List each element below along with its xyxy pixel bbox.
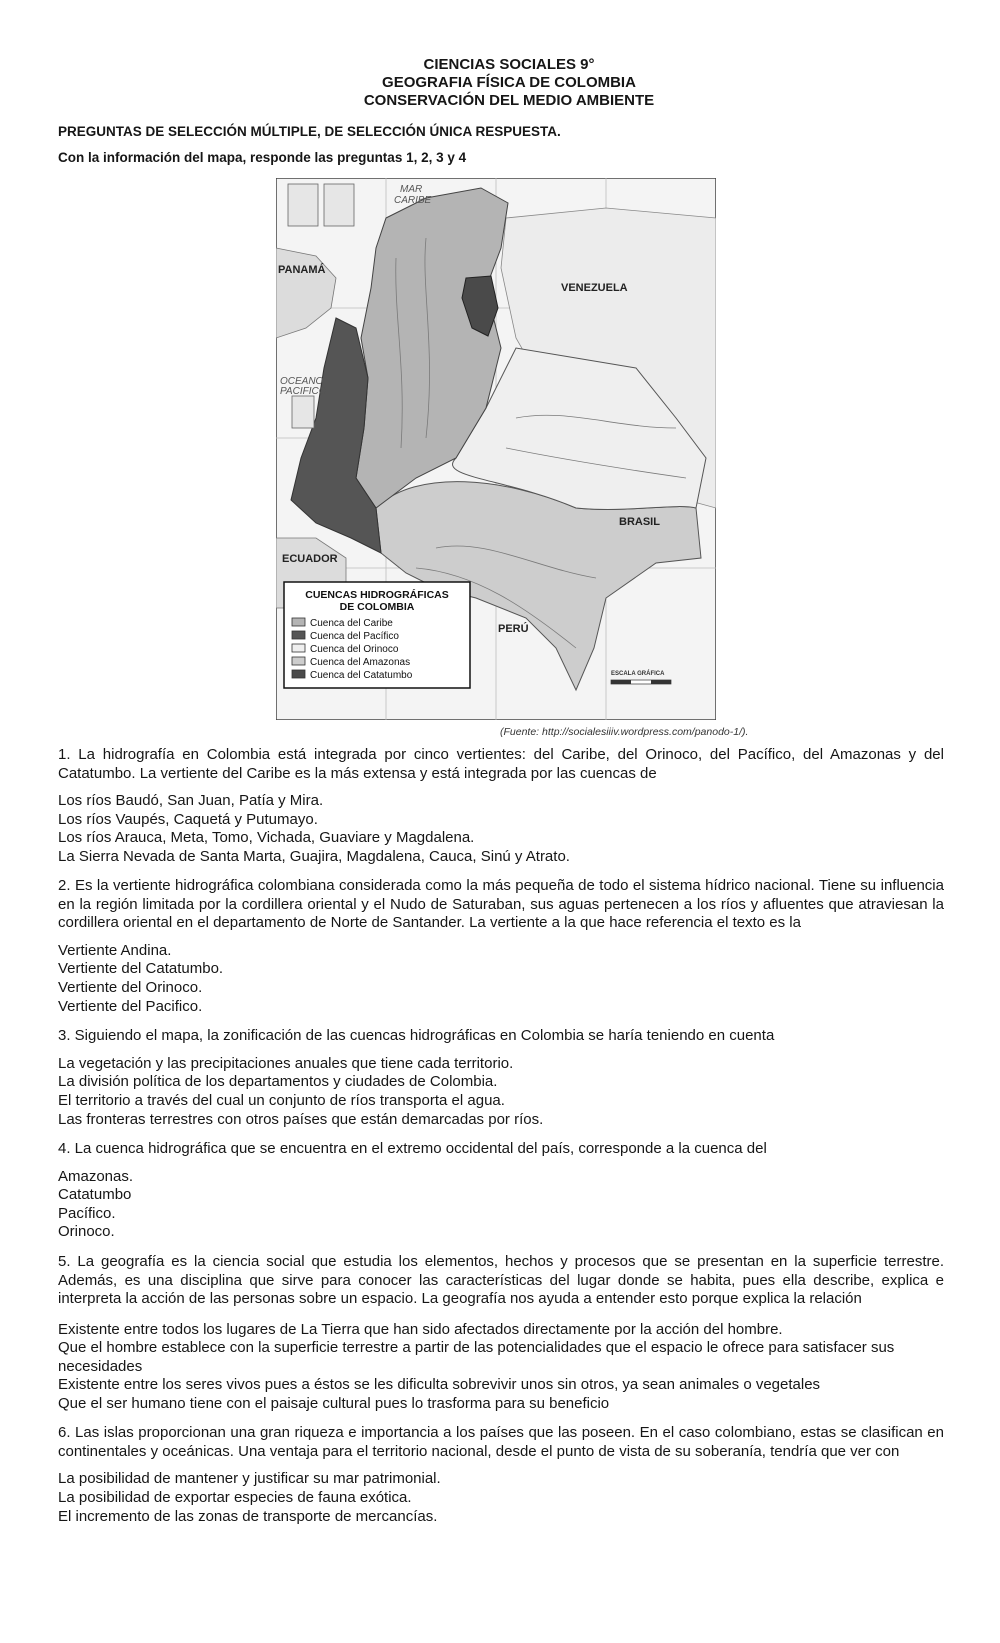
worksheet-header bbox=[0, 56, 1000, 110]
answer-option[interactable]: Vertiente Andina. bbox=[58, 941, 172, 959]
question-stem: 3. Siguiendo el mapa, la zonificación de las cuencas hidrográficas en Colombia se haría teniendo en cuenta bbox=[58, 1027, 775, 1045]
legend-swatch-pacifico bbox=[292, 631, 305, 639]
questions-section bbox=[58, 746, 944, 1537]
answer-option[interactable]: Vertiente del Catatumbo. bbox=[58, 960, 224, 978]
legend-swatch-catatumbo bbox=[292, 670, 305, 678]
colombia-basins-map bbox=[276, 178, 716, 720]
label-caribe: CARIBE bbox=[394, 195, 432, 206]
answer-option[interactable]: Pacífico. bbox=[58, 1204, 116, 1222]
answer-option[interactable]: Que el ser humano tiene con el paisaje cultural pues lo trasforma para su beneficio bbox=[58, 1394, 610, 1412]
answer-option[interactable]: Los ríos Vaupés, Caquetá y Putumayo. bbox=[58, 810, 318, 828]
svg-text:ESCALA GRÁFICA: ESCALA GRÁFICA bbox=[611, 671, 665, 677]
map-instruction: Con la información del mapa, responde las preguntas 1, 2, 3 y 4 bbox=[58, 150, 467, 165]
answer-option[interactable]: Vertiente del Pacifico. bbox=[58, 997, 203, 1015]
question-5 bbox=[58, 1253, 944, 1413]
answer-option[interactable]: La vegetación y las precipitaciones anuales que tiene cada territorio. bbox=[58, 1054, 514, 1072]
legend-item-catatumbo: Cuenca del Catatumbo bbox=[310, 670, 413, 681]
legend-title-line1: CUENCAS HIDROGRÁFICAS bbox=[305, 589, 449, 601]
label-brasil: BRASIL bbox=[619, 516, 660, 528]
label-ecuador: ECUADOR bbox=[282, 553, 338, 565]
label-mar: MAR bbox=[400, 184, 423, 195]
answer-option[interactable]: Existente entre los seres vivos pues a éstos se les dificulta sobrevivir unos sin otros, ya sean animales o vegetales bbox=[58, 1376, 821, 1394]
question-stem: 6. Las islas proporcionan una gran riqueza e importancia a los países que las poseen. En el caso colombiano, estas se clasifican en continentales y oceánicas. Una ventaja para el territorio nacional, desde el punto de vista de su soberanía, tendría que ver con bbox=[58, 1424, 944, 1460]
question-6 bbox=[58, 1424, 944, 1526]
subject-title: CIENCIAS SOCIALES 9° bbox=[423, 56, 595, 73]
island-inset-3 bbox=[292, 396, 314, 428]
question-stem: 5. La geografía es la ciencia social que estudia los elementos, hechos y procesos que se presentan en la superficie terrestre. Además, es una disciplina que sirve para conocer las características del lugar donde se habita, pues ella describe, explica e interpreta la acción de las personas sobre un espacio. La geografía nos ayuda a entender esto porque explica la relación bbox=[58, 1253, 944, 1307]
subtopic-title: CONSERVACIÓN DEL MEDIO AMBIENTE bbox=[363, 92, 655, 109]
answer-option[interactable]: Vertiente del Orinoco. bbox=[58, 979, 203, 997]
legend-item-caribe: Cuenca del Caribe bbox=[310, 618, 393, 629]
answer-option[interactable]: Catatumbo bbox=[58, 1186, 132, 1204]
question-stem: 2. Es la vertiente hidrográfica colombiana considerada como la más pequeña de todo el sistema hídrico nacional. Tiene su influencia en la región limitada por la cordillera oriental y el Nudo de Saturaban, sus aguas pertenecen a los ríos y afluentes que atraviesan la cordillera oriental en el departamento de Norte de Santander. La vertiente a la que hace referencia el texto es la bbox=[58, 877, 944, 932]
question-2 bbox=[58, 877, 944, 1016]
question-stem: 1. La hidrografía en Colombia está integrada por cinco vertientes: del Caribe, del Orinoco, del Pacífico, del Amazonas y del Catatumbo. La vertiente del Caribe es la más extensa y está integrada por las cuencas de bbox=[58, 746, 944, 782]
legend-item-pacifico: Cuenca del Pacífico bbox=[310, 631, 399, 642]
label-peru: PERÚ bbox=[498, 623, 529, 635]
map-source-caption: (Fuente: http://socialesiiiv.wordpress.com/panodo-1/). bbox=[500, 726, 749, 738]
question-3 bbox=[58, 1027, 944, 1129]
answer-option[interactable]: Las fronteras terrestres con otros países que están demarcadas por ríos. bbox=[58, 1110, 544, 1128]
answer-option[interactable]: El territorio a través del cual un conjunto de ríos transporta el agua. bbox=[58, 1091, 505, 1109]
legend-swatch-orinoco bbox=[292, 644, 305, 652]
question-1 bbox=[58, 746, 944, 866]
label-panama: PANAMÁ bbox=[278, 264, 326, 276]
label-oceano: OCEANO bbox=[280, 376, 324, 387]
answer-option[interactable]: La posibilidad de mantener y justificar su mar patrimonial. bbox=[58, 1470, 441, 1488]
answer-option[interactable]: Orinoco. bbox=[58, 1223, 115, 1241]
answer-option[interactable]: La posibilidad de exportar especies de fauna exótica. bbox=[58, 1489, 412, 1507]
answer-option[interactable]: El incremento de las zonas de transporte de mercancías. bbox=[58, 1507, 438, 1525]
question-4 bbox=[58, 1140, 944, 1242]
question-stem: 4. La cuenca hidrográfica que se encuentra en el extremo occidental del país, corresponde a la cuenca del bbox=[58, 1140, 767, 1158]
question-type-instruction: PREGUNTAS DE SELECCIÓN MÚLTIPLE, DE SELECCIÓN ÚNICA RESPUESTA. bbox=[58, 124, 561, 139]
legend-item-orinoco: Cuenca del Orinoco bbox=[310, 644, 399, 655]
answer-option[interactable]: Que el hombre establece con la superficie terrestre a partir de las potencialidades que el espacio le ofrece para satisfacer sus necesidades bbox=[58, 1339, 895, 1375]
answer-option[interactable]: Existente entre todos los lugares de La Tierra que han sido afectados directamente por la acción del hombre. bbox=[58, 1320, 783, 1338]
answer-option[interactable]: Los ríos Arauca, Meta, Tomo, Vichada, Guaviare y Magdalena. bbox=[58, 829, 475, 847]
label-venezuela: VENEZUELA bbox=[561, 282, 628, 294]
legend-title-line2: DE COLOMBIA bbox=[339, 601, 415, 613]
answer-option[interactable]: Los ríos Baudó, San Juan, Patía y Mira. bbox=[58, 792, 324, 809]
label-pacifico: PACIFICO bbox=[280, 386, 327, 397]
legend-item-amazonas: Cuenca del Amazonas bbox=[310, 657, 411, 668]
legend-swatch-amazonas bbox=[292, 657, 305, 665]
island-inset-2 bbox=[324, 184, 354, 226]
topic-title: GEOGRAFIA FÍSICA DE COLOMBIA bbox=[382, 74, 636, 91]
legend-swatch-caribe bbox=[292, 618, 305, 626]
island-inset-1 bbox=[288, 184, 318, 226]
answer-option[interactable]: Amazonas. bbox=[58, 1167, 134, 1185]
answer-option[interactable]: La Sierra Nevada de Santa Marta, Guajira, Magdalena, Cauca, Sinú y Atrato. bbox=[58, 847, 570, 865]
map-legend bbox=[284, 582, 470, 688]
answer-option[interactable]: La división política de los departamentos y ciudades de Colombia. bbox=[58, 1073, 498, 1091]
